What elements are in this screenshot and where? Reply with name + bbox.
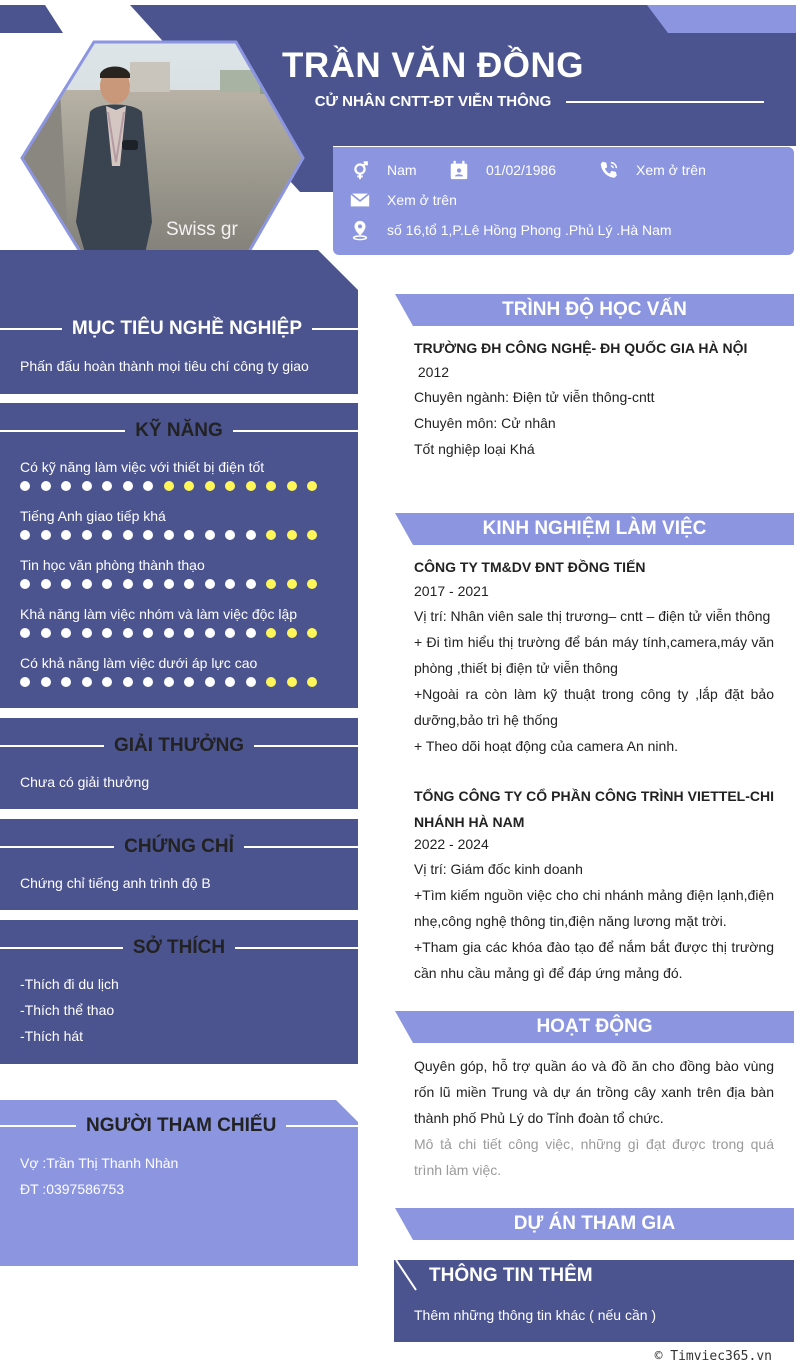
- skill-dot: [184, 481, 194, 491]
- skill-dot: [246, 677, 256, 687]
- address-row: [349, 219, 672, 241]
- title-divider: [566, 101, 764, 103]
- birthday-row: [448, 159, 556, 181]
- hobby-item: -Thích đi du lịch: [20, 976, 119, 992]
- skill-dot: [287, 481, 297, 491]
- skill-dot: [225, 628, 235, 638]
- skill-dot: [246, 628, 256, 638]
- skill-dot: [143, 530, 153, 540]
- skill-dot: [102, 677, 112, 687]
- activities-placeholder: Mô tả chi tiết công việc, những gì đạt được trong quá trình làm việc.: [414, 1136, 774, 1178]
- skill-dot: [164, 579, 174, 589]
- skill-dot: [20, 481, 30, 491]
- skills-heading: KỸ NĂNG: [0, 411, 358, 451]
- skill-dot: [123, 579, 133, 589]
- skill-dot: [205, 481, 215, 491]
- skill-dot: [225, 530, 235, 540]
- skill-dot: [287, 677, 297, 687]
- candidate-name: TRẦN VĂN ĐỒNG: [281, 46, 585, 85]
- skill-dot: [164, 677, 174, 687]
- skill-rating: [20, 677, 317, 687]
- skill-dot: [61, 579, 71, 589]
- job-detail: +Tìm kiếm nguồn việc cho chi nhánh mảng điện lạnh,điện nhẹ,công nghệ thông tin,điện năng lương mặt trời.: [414, 887, 774, 929]
- email-icon: [349, 189, 371, 211]
- phone-value: Xem ở trên: [636, 162, 706, 178]
- reference-item: Vợ :Trần Thị Thanh Nhàn: [20, 1155, 179, 1171]
- skill-dot: [61, 628, 71, 638]
- phone-icon: [598, 159, 620, 181]
- skill-dot: [205, 628, 215, 638]
- job-detail: + Đi tìm hiểu thị trường để bán máy tính,camera,máy văn phòng ,thiết bị điện tử viễn thông: [414, 634, 774, 676]
- candidate-title: CỬ NHÂN CNTT-ĐT VIỄN THÔNG: [314, 93, 552, 110]
- skill-dot: [205, 530, 215, 540]
- skill-label: Khả năng làm việc nhóm và làm việc độc lập: [20, 606, 298, 622]
- skill-dot: [82, 579, 92, 589]
- skill-dot: [266, 579, 276, 589]
- skill-dot: [246, 530, 256, 540]
- skill-dot: [287, 530, 297, 540]
- awards-heading: GIẢI THƯỞNG: [0, 726, 358, 766]
- activities-text: Quyên góp, hỗ trợ quần áo và đồ ăn cho đồng bào vùng rốn lũ miền Trung và dự án trồng cây xanh trên địa bàn thành phố Phủ Lý do Tỉnh đoàn tổ chức.: [414, 1058, 774, 1126]
- references-heading: NGƯỜI THAM CHIẾU: [0, 1106, 358, 1146]
- skill-dot: [287, 628, 297, 638]
- skill-dot: [123, 628, 133, 638]
- skill-dot: [143, 579, 153, 589]
- skill-dot: [143, 677, 153, 687]
- skill-dot: [184, 677, 194, 687]
- skill-dot: [102, 628, 112, 638]
- extra-info-heading: THÔNG TIN THÊM: [429, 1265, 593, 1286]
- hobby-item: -Thích thể thao: [20, 1002, 115, 1018]
- skill-dot: [143, 481, 153, 491]
- skill-label: Có kỹ năng làm việc với thiết bị điện tốt: [20, 459, 265, 475]
- skill-dot: [184, 530, 194, 540]
- skill-dot: [184, 628, 194, 638]
- skill-dot: [225, 677, 235, 687]
- email-value: Xem ở trên: [387, 192, 457, 208]
- gender-value: Nam: [387, 162, 417, 178]
- education-major: Chuyên ngành: Điện tử viễn thông-cntt: [414, 389, 655, 405]
- job-detail: +Tham gia các khóa đào tạo để nắm bắt được thị trường cần nhu cầu mảng gì để đáp ứng mảng đó.: [414, 939, 774, 981]
- job-company: TỔNG CÔNG TY CỔ PHẦN CÔNG TRÌNH VIETTEL-CHI NHÁNH HÀ NAM: [414, 788, 774, 830]
- skill-dot: [307, 677, 317, 687]
- skill-dot: [41, 628, 51, 638]
- education-specialty: Chuyên môn: Cử nhân: [414, 415, 556, 431]
- skill-dot: [82, 677, 92, 687]
- job-company: CÔNG TY TM&DV ĐNT ĐỒNG TIẾN: [414, 559, 646, 575]
- job-period: 2017 - 2021: [414, 583, 489, 599]
- skill-dot: [164, 530, 174, 540]
- skill-dot: [102, 530, 112, 540]
- birthday-value: 01/02/1986: [486, 162, 557, 178]
- education-grade: Tốt nghiệp loại Khá: [414, 441, 535, 457]
- skill-label: Có khả năng làm việc dưới áp lực cao: [20, 655, 258, 671]
- contact-info-box: [333, 147, 794, 255]
- hobbies-heading: SỞ THÍCH: [0, 928, 358, 968]
- skill-dot: [307, 579, 317, 589]
- skill-dot: [61, 530, 71, 540]
- skill-dot: [143, 628, 153, 638]
- education-school: TRƯỜNG ĐH CÔNG NGHỆ- ĐH QUỐC GIA HÀ NỘI: [414, 340, 748, 356]
- job-detail: Vị trí: Nhân viên sale thị trương– cntt – điện tử viễn thông: [414, 608, 771, 624]
- skill-dot: [266, 530, 276, 540]
- address-value: số 16,tổ 1,P.Lê Hồng Phong .Phủ Lý .Hà Nam: [387, 222, 672, 238]
- certificates-text: Chứng chỉ tiếng anh trình độ B: [20, 875, 211, 891]
- skill-dot: [266, 677, 276, 687]
- projects-heading: DỰ ÁN THAM GIA: [395, 1208, 794, 1240]
- skill-label: Tiếng Anh giao tiếp khá: [20, 508, 166, 524]
- objective-heading: MỤC TIÊU NGHỀ NGHIỆP: [0, 309, 358, 349]
- skill-dot: [307, 481, 317, 491]
- skill-dot: [82, 481, 92, 491]
- skill-dot: [41, 481, 51, 491]
- avatar: [20, 40, 305, 276]
- skill-dot: [287, 579, 297, 589]
- skill-dot: [82, 530, 92, 540]
- skill-dot: [20, 530, 30, 540]
- skill-rating: [20, 628, 317, 638]
- reference-item: ĐT :0397586753: [20, 1181, 125, 1197]
- skill-dot: [20, 677, 30, 687]
- email-row: [349, 189, 457, 211]
- skill-rating: [20, 530, 317, 540]
- gender-icon: [349, 159, 371, 181]
- skill-dot: [41, 677, 51, 687]
- skill-dot: [102, 481, 112, 491]
- skill-dot: [266, 628, 276, 638]
- skill-dot: [123, 481, 133, 491]
- extra-info-corner: [394, 1260, 424, 1292]
- skill-dot: [307, 530, 317, 540]
- experience-heading: KINH NGHIỆM LÀM VIỆC: [395, 513, 794, 545]
- hobby-item: -Thích hát: [20, 1028, 84, 1044]
- skill-dot: [123, 677, 133, 687]
- skill-dot: [41, 530, 51, 540]
- education-year: 2012: [417, 364, 450, 380]
- skill-dot: [41, 579, 51, 589]
- skill-dot: [164, 628, 174, 638]
- skill-label: Tin học văn phòng thành thạo: [20, 557, 205, 573]
- calendar-icon: [448, 159, 470, 181]
- objective-text: Phấn đấu hoàn thành mọi tiêu chí công ty giao: [20, 358, 309, 374]
- skill-dot: [61, 677, 71, 687]
- skill-rating: [20, 481, 317, 491]
- job-detail: + Theo dõi hoạt động của camera An ninh.: [414, 738, 678, 754]
- skill-dot: [164, 481, 174, 491]
- skill-rating: [20, 579, 317, 589]
- job-period: 2022 - 2024: [414, 836, 489, 852]
- skill-dot: [266, 481, 276, 491]
- skill-dot: [20, 579, 30, 589]
- certificates-heading: CHỨNG CHỈ: [0, 827, 358, 867]
- skill-dot: [82, 628, 92, 638]
- location-pin-icon: [349, 219, 371, 241]
- skill-dot: [205, 579, 215, 589]
- awards-text: Chưa có giải thưởng: [20, 774, 150, 790]
- skill-dot: [246, 579, 256, 589]
- skill-dot: [20, 628, 30, 638]
- activities-heading: HOẠT ĐỘNG: [395, 1011, 794, 1043]
- job-detail: Vị trí: Giám đốc kinh doanh: [414, 861, 583, 877]
- skill-dot: [225, 579, 235, 589]
- skill-dot: [123, 530, 133, 540]
- extra-info-text: Thêm những thông tin khác ( nếu cần ): [414, 1307, 657, 1323]
- education-heading: TRÌNH ĐỘ HỌC VẤN: [395, 294, 794, 326]
- phone-row: [598, 159, 706, 181]
- skill-dot: [246, 481, 256, 491]
- skill-dot: [307, 628, 317, 638]
- skill-dot: [184, 579, 194, 589]
- skill-dot: [102, 579, 112, 589]
- photo-caption: Swiss gr: [166, 219, 238, 240]
- gender-row: [349, 159, 417, 181]
- job-detail: +Ngoài ra còn làm kỹ thuật trong công ty ,lắp đặt bảo dưỡng,bảo trì hệ thống: [414, 686, 774, 728]
- footer-credit: © Timviec365.vn: [654, 1349, 772, 1364]
- skill-dot: [61, 481, 71, 491]
- skill-dot: [225, 481, 235, 491]
- skill-dot: [205, 677, 215, 687]
